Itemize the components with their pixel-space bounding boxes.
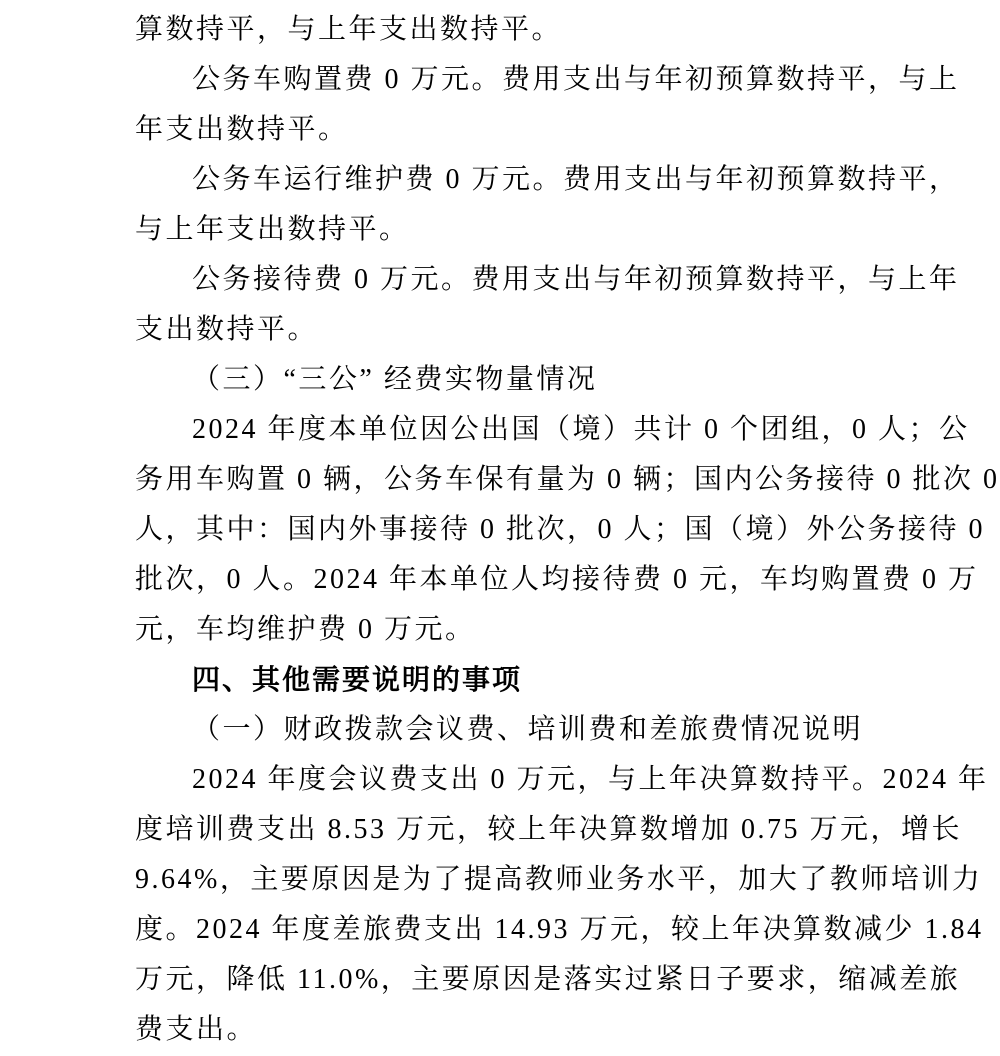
subsection-heading-fees-explanation: （一）财政拨款会议费、培训费和差旅费情况说明 bbox=[192, 714, 864, 745]
text-line: 与上年支出数持平。 bbox=[135, 214, 410, 245]
text-line: 算数持平，与上年支出数持平。 bbox=[135, 14, 563, 45]
text-line: 批次，0 人。2024 年本单位人均接待费 0 元，车均购置费 0 万 bbox=[135, 564, 979, 595]
section-heading-other-items: 四、其他需要说明的事项 bbox=[192, 664, 523, 695]
text-line: 万元，降低 11.0%，主要原因是落实过紧日子要求，缩减差旅 bbox=[135, 964, 961, 995]
text-line: 2024 年度本单位因公出国（境）共计 0 个团组，0 人；公 bbox=[192, 414, 970, 445]
text-line: 度培训费支出 8.53 万元，较上年决算数增加 0.75 万元，增长 bbox=[135, 814, 963, 845]
text-line: 年支出数持平。 bbox=[135, 114, 349, 145]
text-line: 元，车均维护费 0 万元。 bbox=[135, 614, 476, 645]
text-line: 公务车运行维护费 0 万元。费用支出与年初预算数持平， bbox=[192, 164, 960, 195]
text-line: 度。2024 年度差旅费支出 14.93 万元，较上年决算数减少 1.84 bbox=[135, 914, 984, 945]
subsection-heading-three-public-quantity: （三）“三公” 经费实物量情况 bbox=[192, 364, 598, 395]
text-line: 费支出。 bbox=[135, 1014, 258, 1045]
text-line: 支出数持平。 bbox=[135, 314, 319, 345]
text-line: 9.64%，主要原因是为了提高教师业务水平，加大了教师培训力 bbox=[135, 864, 983, 895]
text-line: 公务接待费 0 万元。费用支出与年初预算数持平，与上年 bbox=[192, 264, 960, 295]
text-line: 人，其中：国内外事接待 0 批次，0 人；国（境）外公务接待 0 bbox=[135, 514, 986, 545]
text-line: 2024 年度会议费支出 0 万元，与上年决算数持平。2024 年 bbox=[192, 764, 989, 795]
text-line: 公务车购置费 0 万元。费用支出与年初预算数持平，与上 bbox=[192, 64, 960, 95]
text-line: 务用车购置 0 辆，公务车保有量为 0 辆；国内公务接待 0 批次 0 bbox=[135, 464, 1000, 495]
